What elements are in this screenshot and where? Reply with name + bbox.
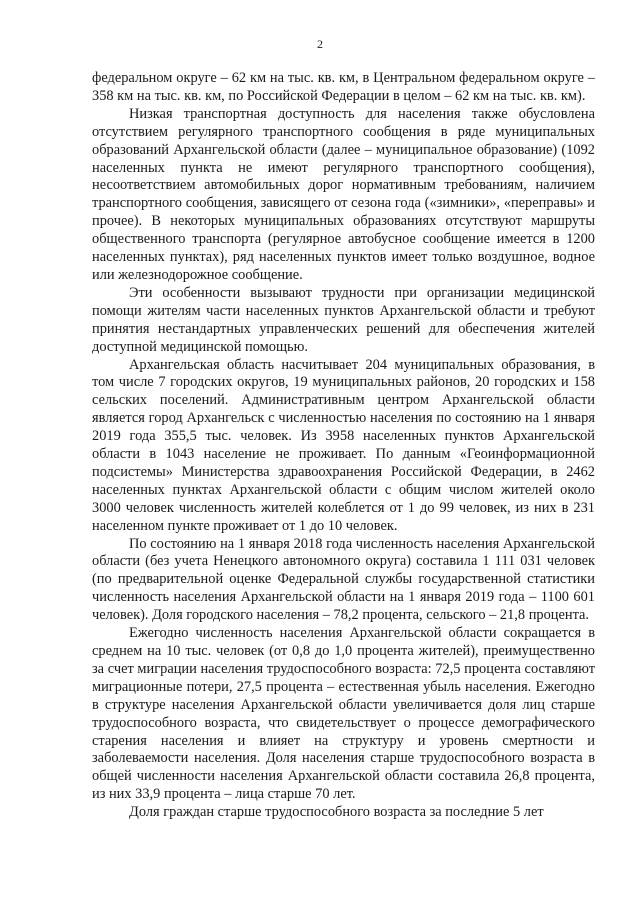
- paragraph-elderly-share: Доля граждан старше трудоспособного возраста за последние 5 лет: [129, 804, 544, 821]
- paragraph-continuation: федеральном округе – 62 км на тыс. кв. км, в Центральном федеральном округе – 358 км на тыс. кв. км, по Российской Федерации в целом – 62 км на тыс. кв. км).: [92, 70, 595, 104]
- paragraph-municipal-structure: Архангельская область насчитывает 204 муниципальных образования, в том числе 7 городских округов, 19 муниципальных районов, 20 городских и 158 сельских поселений. Административным центром Архангельской области является город Архангельск с численностью населения по состоянию на 1 января 2019 года 355,5 тыс. человек. Из 3958 населенных пунктов Архангельской области в 1043 население не проживает. По данным «Геоинформационной подсистемы» Министерства здравоохранения Российской Федерации, в 2462 населенных пунктах Архангельской области с общим числом жителей около 3000 человек численность жителей колеблется от 1 до 99 человек, из них в 231 населенном пункте проживает от 1 до 10 человек.: [92, 356, 595, 534]
- body-text: [92, 70, 595, 822]
- page-number: 2: [317, 37, 323, 51]
- paragraph-transport-accessibility: Низкая транспортная доступность для населения также обусловлена отсутствием регулярного транспортного сообщения в ряде муниципальных образований Архангельской области (далее – муниципальное образование) (1092 населенных пункта не имеют регулярного транспортного сообщения), несоответствием автомобильных дорог нормативным требованиям, наличием транспортного сообщения, зависящего от сезона года («зимники», «переправы» и прочее). В некоторых муниципальных образованиях отсутствуют маршруты общественного транспорта (регулярное автобусное сообщение имеется в 1200 населенных пунктах), ряд населенных пунктов имеет только воздушное, водное или железнодорожное сообщение.: [92, 105, 595, 283]
- paragraph-medical-care-difficulties: Эти особенности вызывают трудности при организации медицинской помощи жителям части населенных пунктов Архангельской области и требуют принятия нестандартных управленческих решений для обеспечения жителей доступной медицинской помощью.: [92, 284, 595, 355]
- paragraph-population-size: По состоянию на 1 января 2018 года численность населения Архангельской области (без учета Ненецкого автономного округа) составила 1 111 031 человек (по предварительной оценке Федеральной службы государственной статистики численность населения Архангельской области на 1 января 2019 года – 1100 601 человек). Доля городского населения – 78,2 процента, сельского – 21,8 процента.: [92, 535, 595, 624]
- paragraph-population-decline: Ежегодно численность населения Архангельской области сокращается в среднем на 10 тыс. человек (от 0,8 до 1,0 процента жителей), преимущественно за счет миграции населения трудоспособного возраста: 72,5 процента составляют миграционные потери, 27,5 процента – естественная убыль населения. Ежегодно в структуре населения Архангельской области увеличивается доля лиц старше трудоспособного возраста, что свидетельствует о процессе демографического старения населения и влияет на структуру и уровень смертности и заболеваемости населения. Доля населения старше трудоспособного возраста в общей численности населения Архангельской области составила 26,8 процента, из них 33,9 процента – лица старше 70 лет.: [92, 625, 595, 803]
